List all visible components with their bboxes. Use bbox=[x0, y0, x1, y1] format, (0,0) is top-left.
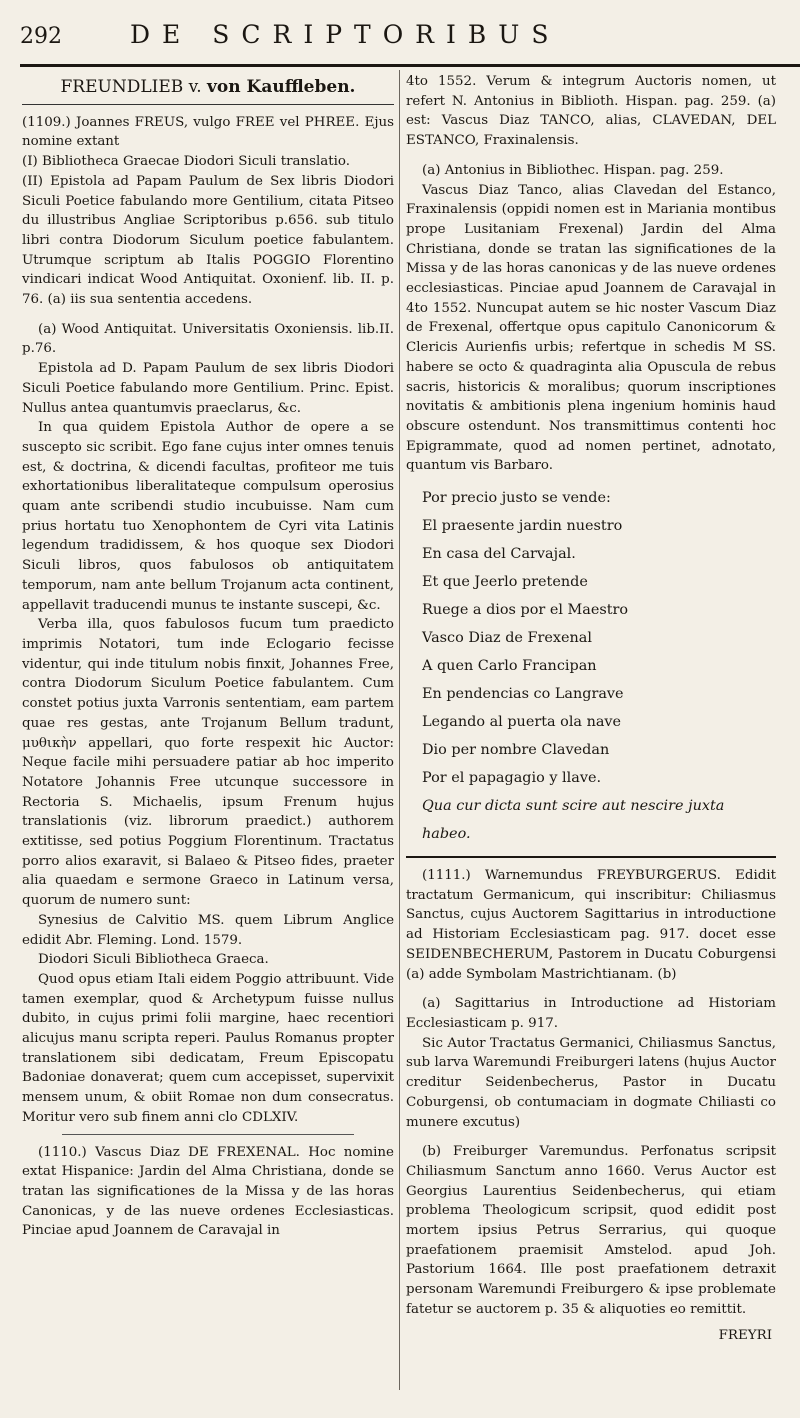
footnote-quote: In qua quidem Epistola Author de opere a se suscepto sic scribit. Ego fane cujus inter omnes tenuis est, & doctrina, & dicendi facultas, profiteor me tuis exhortationibus liberalitateque compulsum operosius quam ante scribendi studio incubuisse. Nam cum prius hortatu tuo Xenophontem de Cyri vita Latinis legendum tradidissem, & hos quoque sex Diodori Siculi libros, quos fabulosos ob antiquitatem temporum, nam ante bellum Trojanum acta continent, appellavit traducendi munus te instante suscepi, &c. bbox=[22, 420, 394, 613]
separator bbox=[406, 856, 776, 858]
column-divider bbox=[399, 70, 400, 1390]
verse-line: Por precio justo se vende: bbox=[422, 490, 611, 507]
entry-title-name: FREUNDLIEB v. bbox=[60, 77, 202, 97]
verse-line: Legando al puerta ola nave bbox=[422, 714, 622, 731]
footnote-vascus: Vascus Diaz Tanco, alias Clavedan del Estanco, Fraxinalensis (oppidi nomen est in Mariania montibus prope Lusitaniam Frexenal) Jardin del Alma Christiana, donde se tratan las significationes de la Missa y de las horas canonicas y de las nueve ordenes ecclesiasticas. Pinciae apud Joannem de Caravajal in 4to 1552. Nuncupat autem se hic noster Vascum Diaz de Frexenal, offertque opus capitulo Canonicorum & Clericis Aurienfis urbis; refertque in schedis M SS. habere se octo & quadraginta alia Opuscula de rebus sacris, historicis & moralibus; quorum inscriptiones novitatis & ambitionis plena ingenium hominis haud obscure ostendunt. Nos transmittimus contenti hoc Epigrammate, quod ad nomen pertinet, adnotato, quantum vis Barbaro. bbox=[406, 182, 776, 474]
verse-line: Vasco Diaz de Frexenal bbox=[422, 630, 592, 647]
left-column bbox=[22, 72, 394, 1241]
entry-1110: (1110.) Vascus Diaz DE FREXENAL. Hoc nomine extat Hispanice: Jardin del Alma Christiana, donde se tratan las significationes de la Missa y de las horas Canonicas, y de las nueve ordenes Ecclesiasticas. Pinciae apud Joannem de Caravajal in bbox=[22, 1144, 394, 1239]
work-1: (I) Bibliotheca Graecae Diodori Siculi translatio. bbox=[22, 154, 350, 170]
footnote-antonius: (a) Antonius in Bibliothec. Hispan. pag. 259. bbox=[422, 162, 724, 178]
entry-1110-cont: 4to 1552. Verum & integrum Auctoris nomen, ut refert N. Antonius in Biblioth. Hispan. pag. 259. (a) est: Vascus Diaz TANCO, alias, CLAVEDAN, DEL ESTANCO, Fraxinalensis. bbox=[406, 74, 776, 149]
verse-line: En casa del Carvajal. bbox=[422, 546, 576, 563]
entry-1109: (1109.) Joannes FREUS, vulgo FREE vel PHREE. Ejus nomine extant bbox=[22, 114, 394, 150]
separator bbox=[62, 1134, 354, 1135]
verse-line: Dio per nombre Clavedan bbox=[422, 742, 610, 759]
epigram bbox=[422, 484, 776, 848]
verse-line: El praesente jardin nuestro bbox=[422, 518, 623, 535]
running-head: DE SCRIPTORIBUS bbox=[130, 20, 561, 49]
footnote-diodori: Diodori Siculi Bibliotheca Graeca. bbox=[38, 952, 269, 968]
footnote-epistola: Epistola ad D. Papam Paulum de sex libris Diodori Siculi Poetice fabulando more Gentilium. Princ. Epist. Nullus antea quantumvis praeclarus, &c. bbox=[22, 361, 394, 416]
entry-title-variant: von Kauffleben. bbox=[207, 77, 356, 97]
epigram-comment: Qua cur dicta sunt scire aut nescire juxta habeo. bbox=[422, 798, 725, 843]
footnote-freiburger: (b) Freiburger Varemundus. Perfonatus scripsit Chiliasmum Sanctum anno 1660. Verus Auctor est Georgius Laurentius Seidenbecherus, qui etiam problema Theologicum scripsit, quod edidit post mortem ipsius Petrus Serrarius, qui quoque praefationem praemisit Amstelod. apud Joh. Pastorium 1664. Ille post praefationem detraxit personam Waremundi Freiburgero & ipse problemate fatetur se auctorem p. 35 & aliquoties eo remittit. bbox=[406, 1144, 776, 1317]
header-rule bbox=[20, 64, 800, 67]
page-number: 292 bbox=[20, 24, 62, 49]
work-2: (II) Epistola ad Papam Paulum de Sex libris Diodori Siculi Poetice fabulando more Gentilium, citata Pitseo du illustribus Angliae Scriptoribus p.656. sub titulo libri contra Diodorum Siculum poetice fabulantem. Utrumque scriptum ab Italis POGGIO Florentino vindicari indicat Wood Antiquitat. Oxonienf. lib. II. p. 76. (a) iis sua sententia accedens. bbox=[22, 173, 394, 308]
footnote-quod: Quod opus etiam Itali eidem Poggio attribuunt. Vide tamen exemplar, quod & Archetypum fuisse nullus dubito, in cujus primi folii margine, haec recentiori alicujus manu scripta reperi. Paulus Romanus propter translationem sibi dedicatam, Freum Episcopatu Badoniae donaverat; quem cum accepisset, supervixit mensem unum, & obiit Romae non dum consecratus. Moritur vero sub finem anni clo CDLXIV. bbox=[22, 971, 394, 1125]
footnote-sagittarius: (a) Sagittarius in Introductione ad Historiam Ecclesiasticam p. 917. bbox=[406, 996, 776, 1031]
verse-line: Ruege a dios por el Maestro bbox=[422, 602, 629, 619]
verse-line: A quen Carlo Francipan bbox=[422, 658, 597, 675]
entry-title bbox=[22, 78, 394, 98]
verse-line: Por el papagagio y llave. bbox=[422, 770, 602, 787]
entry-1111: (1111.) Warnemundus FREYBURGERUS. Edidit tractatum Germanicum, qui inscribitur: Chiliasmus Sanctus, cujus Auctorem Sagittarius in introductione ad Historiam Ecclesiasticam pag. 917. docet esse SEIDENBECHERUM, Pastorem in Ducatu Coburgensi (a) adde Symbolam Mastrichtianam. (b) bbox=[406, 868, 776, 982]
verse-line: Et que Jeerlo pretende bbox=[422, 574, 588, 591]
title-rule bbox=[22, 104, 394, 105]
footnote-synesius: Synesius de Calvitio MS. quem Librum Anglice edidit Abr. Fleming. Lond. 1579. bbox=[22, 912, 394, 948]
footnote-autor: Sic Autor Tractatus Germanici, Chiliasmus Sanctus, sub larva Waremundi Freiburgeri latens (hujus Auctor creditur Seidenbecherus, Pastor in Ducatu Coburgensi, ob contumaciam in dogmate Chiliasti co munere excutus) bbox=[406, 1035, 776, 1130]
catchword: FREYRI bbox=[718, 1327, 772, 1343]
footnote-verba: Verba illa, quos fabulosos fucum tum praedicto imprimis Notatori, tum inde Eclogario fecisse videntur, qui inde titulum nobis finxit, Johannes Free, contra Diodorum Siculum Poetice fabulantem. Cum constet potius juxta Varronis sententiam, eam partem quae res gestas, ante Trojanum Bellum tradunt, μυθικὴν appellari, quo forte respexit hic Auctor: Neque facile mihi persuadere patiar ab hoc imperito Notatore Johannis Free utcunque successore in Rectoria S. Michaelis, ipsum Frenum hujus translationis (viz. librorum praedict.) authorem extitisse, sed potius Poggium Florentinum. Tractatus porro alios exaravit, si Balaeo & Pitseo fides, praeter alia quaedam e sermone Graeco in Latinum versa, quorum de numero sunt: bbox=[22, 617, 394, 909]
page-header bbox=[0, 14, 800, 62]
verse-line: En pendencias co Langrave bbox=[422, 686, 624, 703]
footnote-a: (a) Wood Antiquitat. Universitatis Oxoniensis. lib.II. p.76. bbox=[22, 321, 394, 357]
right-column bbox=[406, 72, 776, 1345]
